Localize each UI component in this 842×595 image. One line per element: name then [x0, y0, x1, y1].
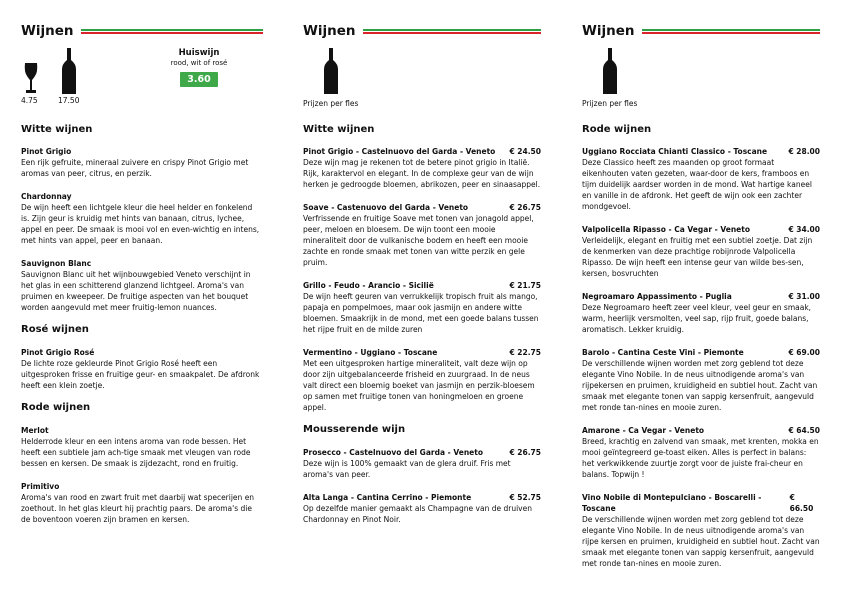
wine-name: Pinot Grigio — [21, 147, 72, 156]
page-title: Wijnen — [21, 23, 74, 39]
page-title: Wijnen — [582, 23, 635, 39]
wine-price: € 66.50 — [789, 493, 814, 513]
list-item — [582, 146, 820, 212]
column-2 — [303, 22, 541, 525]
bottle-block — [582, 40, 820, 115]
wine-glass-icon — [22, 62, 40, 94]
list-item — [303, 280, 541, 335]
column-header — [582, 22, 820, 40]
wine-name: Amarone - Ca Vegar - Veneto — [582, 426, 705, 435]
wine-name: Chardonnay — [21, 192, 72, 201]
house-wine-subtitle: rood, wit of rosé — [170, 59, 228, 67]
section-title-sparkling: Mousserende wijn — [303, 424, 406, 435]
section-title-white: Witte wijnen — [21, 124, 93, 135]
wine-name: Grillo - Feudo - Arancio - Sicilië — [303, 281, 434, 290]
wine-name: Sauvignon Blanc — [21, 259, 92, 268]
list-item — [21, 481, 263, 525]
list-item — [582, 492, 820, 569]
wine-description: Met een uitgesproken hartige mineraliteit, valt deze wijn op door zijn uitgebalanceerde frisheid en zuurgraad. In de neus valt direct een bloemig boeket van jasmijn en perzik-bloesem op samen met fruitige tonen van honingmeloen en groene appel. — [303, 359, 535, 412]
wine-description: Verfrissende en fruitige Soave met tonen van jonagold appel, peer, meloen en bloesem. De wijn toont een mooie mineraliteit door de vulkanische bodem en heeft een mooie zachte en ronde smaak met tonen van witte perzik en gele pruim. — [303, 214, 534, 267]
wine-price: € 24.50 — [509, 147, 541, 156]
house-wine-block — [21, 40, 263, 115]
wine-name: Valpolicella Ripasso - Ca Vegar - Veneto — [582, 225, 750, 234]
wine-description: Een rijk gefruite, mineraal zuivere en crispy Pinot Grigio met aromas van peer, citrus, en perzik. — [21, 158, 249, 178]
wine-name: Merlot — [21, 426, 49, 435]
house-wine-price-badge: 3.60 — [180, 72, 217, 87]
house-wine-info — [164, 48, 234, 87]
wine-price: € 22.75 — [509, 348, 541, 357]
section-title-red: Rode wijnen — [21, 402, 91, 413]
italian-flag-stripes — [81, 29, 263, 34]
wine-bottle-icon — [61, 48, 77, 94]
wine-price: € 52.75 — [509, 493, 541, 502]
wine-name: Primitivo — [21, 482, 60, 491]
list-item — [303, 146, 541, 190]
list-item — [21, 191, 263, 246]
wine-description: Breed, krachtig en zalvend van smaak, met krenten, mokka en mooi geïntegreerd ge-toast eiken. Alles is perfect in balans: het verkwikkende zuurtje zorgt voor de juiste frai-cheur en balans. Topwijn ! — [582, 437, 819, 479]
wine-description: Aroma's van rood en zwart fruit met daarbij wat specerijen en zoethout. In het glas kleurt hij prachtig paars. De aroma's die de boventoon voeren zijn bramen en kersen. — [21, 493, 255, 524]
list-item — [582, 425, 820, 480]
wine-description: Helderrode kleur en een intens aroma van rode bessen. Het heeft een subtiele jam ach-tige smaak met vleugen van rode bessen en kersen. De smaak is zijdezacht, rond en fruitig. — [21, 437, 251, 468]
glass-price: 4.75 — [21, 96, 38, 105]
wine-bottle-icon — [602, 48, 618, 94]
wine-name: Vino Nobile di Montepulciano - Boscarelli - Toscane — [582, 493, 762, 513]
wine-description: Deze wijn mag je rekenen tot de betere pinot grigio in Italië. Rijk, karaktervol en elegant. In de complexe geur van de wijn herken je gedroogde bloemen, abrikozen, peer en sinaasappel. — [303, 158, 541, 189]
wine-price: € 34.00 — [788, 225, 820, 234]
column-3 — [582, 22, 820, 569]
section-title-red: Rode wijnen — [582, 124, 652, 135]
column-header — [21, 22, 263, 40]
list-item — [582, 291, 820, 335]
wine-price: € 21.75 — [509, 281, 541, 290]
column-header — [303, 22, 541, 40]
italian-flag-stripes — [363, 29, 541, 34]
list-item — [21, 258, 263, 313]
list-item — [303, 447, 541, 480]
list-item — [303, 347, 541, 413]
list-item — [582, 224, 820, 279]
wine-name: Alta Langa - Cantina Cerrino - Piemonte — [303, 493, 472, 502]
wine-description: Sauvignon Blanc uit het wijnbouwgebied Veneto verschijnt in het glas in een schitterend glanzend lichtgeel. Aroma's van pruimen en kweepeer. De fruitige aspecten van het bouquet worden aangevuld met meer fruitig-lemon nuances. — [21, 270, 251, 312]
bottle-block — [303, 40, 541, 115]
wine-name: Pinot Grigio Rosé — [21, 348, 95, 357]
bottle-price: 17.50 — [58, 96, 80, 105]
wine-price: € 26.75 — [509, 448, 541, 457]
prices-per-bottle-note: Prijzen per fles — [303, 99, 359, 108]
wine-description: De lichte roze gekleurde Pinot Grigio Rosé heeft een uitgesproken frisse en fruitige geur- en smaakpalet. De afdronk heeft een klein zoetje. — [21, 359, 260, 390]
wine-description: De verschillende wijnen worden met zorg geblend tot deze elegante Vino Nobile. In de neus uitnodigende aroma's van rijpe kersen en pruimen, kruidigheid en subtiel hout. Zacht van smaak met elegante tonen van sappig kersenfruit, aangevuld met ronde tan-nines en mooie zuren. — [582, 515, 820, 568]
column-1 — [21, 22, 263, 525]
list-item — [582, 347, 820, 413]
wine-description: Deze Negroamaro heeft zeer veel kleur, veel geur en smaak, warm, heerlijk versmolten, veel sap, rijp fruit, goede balans, aromatisch. Lekker kruidig. — [582, 303, 812, 334]
wine-price: € 26.75 — [509, 203, 541, 212]
wine-name: Prosecco - Castelnuovo del Garda - Veneto — [303, 448, 483, 457]
wine-price: € 31.00 — [788, 292, 820, 301]
wine-description: Deze wijn is 100% gemaakt van de glera druif. Fris met aroma's van peer. — [303, 459, 511, 479]
wine-description: De wijn heeft een lichtgele kleur die heel helder en fonkelend is. Zijn geur is kruidig met hints van banaan, citrus, lychee, appel en peer. De smaak is mooi vol en even-wichtig en intens, met hints van appel, peer en banaan. — [21, 203, 260, 245]
wine-description: De verschillende wijnen worden met zorg geblend tot deze elegante Vino Nobile. In de neus uitnodigende aroma's van rijpekersen en pruimen, kruidigheid en subtiel hout. Zacht van smaak met elegante tonen van sappig kersenfruit, aangevuld met ronde tan-nines en mooie zuren. — [582, 359, 818, 412]
wine-description: De wijn heeft geuren van verrukkelijk tropisch fruit als mango, papaja en pompelmoes, maar ook jasmijn en andere witte bloemen. Smaakrijk in de mond, met een goede balans tussen het rijpe fruit en de milde zuren — [303, 292, 539, 334]
section-title-rose: Rosé wijnen — [21, 324, 89, 335]
wine-name: Barolo - Cantina Ceste Vini - Piemonte — [582, 348, 744, 357]
wine-description: Deze Classico heeft zes maanden op groot formaat eikenhouten vaten gezeten, waar-door de kers, framboos en tijm duidelijk aardser worden in de mond. Wat hartige kaneel en vanille in de afdronk. Het geeft de wijn ook een zachter mondgevoel. — [582, 158, 812, 211]
list-item — [303, 202, 541, 268]
wine-name: Soave - Castenuovo del Garda - Veneto — [303, 203, 469, 212]
prices-per-bottle-note: Prijzen per fles — [582, 99, 638, 108]
wine-name: Vermentino - Uggiano - Toscane — [303, 348, 438, 357]
wine-description: Verleidelijk, elegant en fruitig met een subtiel zoetje. Dat zijn de kenmerken van deze prachtige robijnrode Valpolicella Ripasso. De wijn heeft een intense geur van wilde bes-sen, kersen, bosvruchten — [582, 236, 813, 278]
italian-flag-stripes — [642, 29, 820, 34]
list-item — [21, 425, 263, 469]
section-title-white: Witte wijnen — [303, 124, 375, 135]
wine-description: Op dezelfde manier gemaakt als Champagne van de druiven Chardonnay en Pinot Noir. — [303, 504, 532, 524]
page-title: Wijnen — [303, 23, 356, 39]
list-item — [303, 492, 541, 525]
wine-name: Negroamaro Appassimento - Puglia — [582, 292, 732, 301]
wine-bottle-icon — [323, 48, 339, 94]
list-item — [21, 146, 263, 179]
house-wine-title: Huiswijn — [178, 48, 220, 58]
wine-name: Pinot Grigio - Castelnuovo del Garda - Veneto — [303, 147, 496, 156]
wine-name: Uggiano Rocciata Chianti Classico - Toscane — [582, 147, 768, 156]
wine-price: € 28.00 — [788, 147, 820, 156]
wine-price: € 69.00 — [788, 348, 820, 357]
list-item — [21, 347, 263, 391]
wine-price: € 64.50 — [788, 426, 820, 435]
